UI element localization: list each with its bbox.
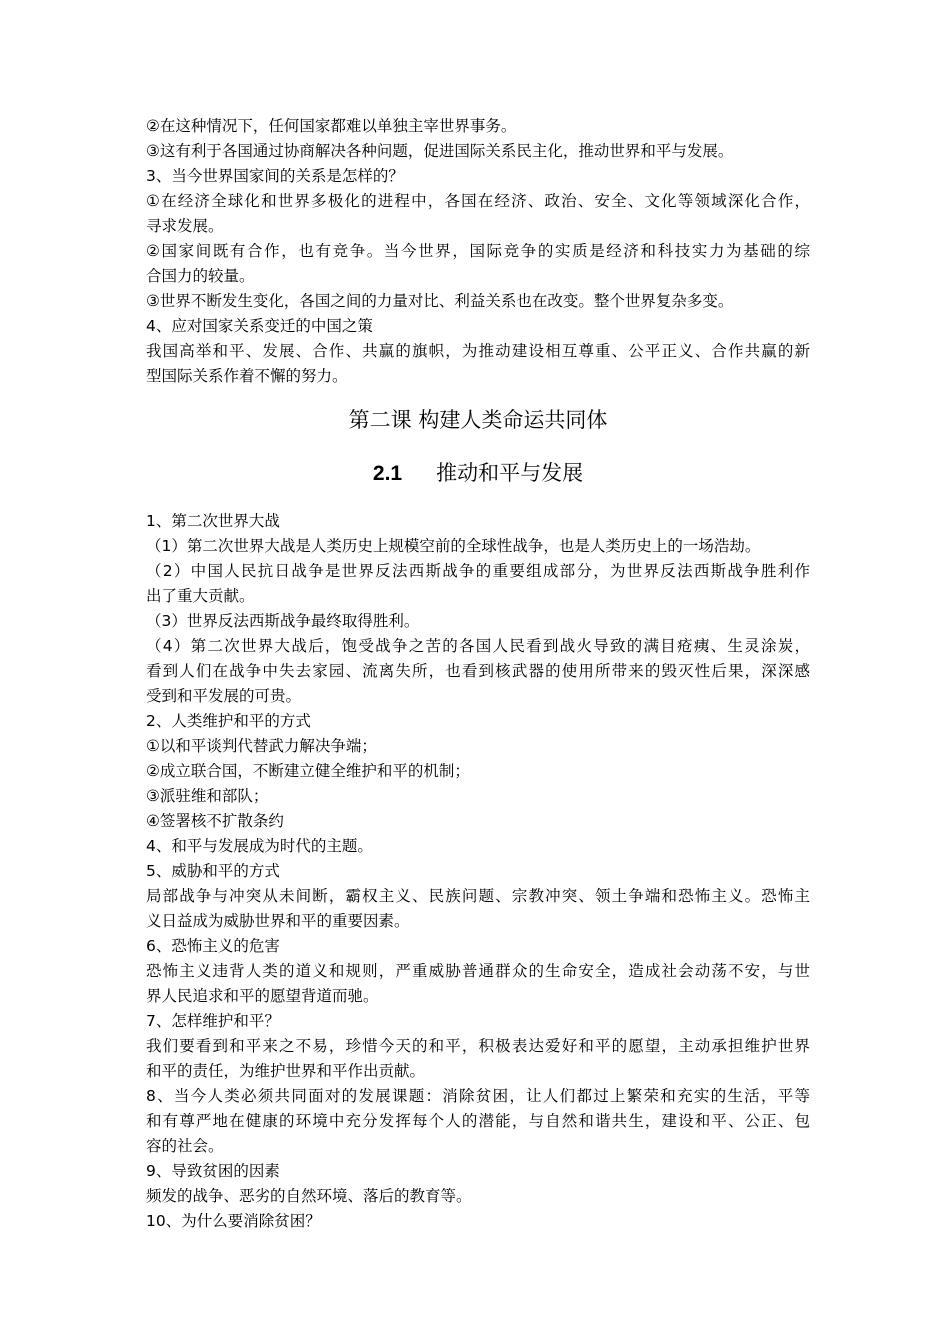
text-line: （2）中国人民抗日战争是世界反法西斯战争的重要组成部分，为世界反法西斯战争胜利作	[146, 562, 810, 580]
text-line: 受到和平发展的可贵。	[146, 687, 302, 705]
text-line: ③派驻维和部队；	[146, 787, 269, 805]
text-line: （3）世界反法西斯战争最终取得胜利。	[146, 612, 420, 630]
section-heading	[146, 445, 810, 501]
text-line: 1、第二次世界大战	[146, 512, 280, 530]
text-line: ④签署核不扩散条约	[146, 812, 284, 830]
text-line: 容的社会。	[146, 1137, 224, 1155]
text-line: 恐怖主义违背人类的道义和规则，严重威胁普通群众的生命安全，造成社会动荡不安，与世	[146, 962, 810, 980]
text-block-state-relations	[146, 114, 810, 389]
document-page	[146, 114, 810, 1234]
text-line: 看到人们在战争中失去家园、流离失所，也看到核武器的使用所带来的毁灭性后果，深深感	[146, 662, 810, 680]
text-line: ①在经济全球化和世界多极化的进程中，各国在经济、政治、安全、文化等领域深化合作，	[146, 192, 810, 210]
text-line: ②成立联合国，不断建立健全维护和平的机制；	[146, 762, 470, 780]
text-line: ①以和平谈判代替武力解决争端；	[146, 737, 377, 755]
text-line: 6、恐怖主义的危害	[146, 937, 280, 955]
text-line: 我们要看到和平来之不易，珍惜今天的和平，积极表达爱好和平的愿望，主动承担维护世界	[146, 1037, 810, 1055]
text-line: 局部战争与冲突从未间断，霸权主义、民族问题、宗教冲突、领土争端和恐怖主义。恐怖主	[146, 887, 810, 905]
text-line: 和有尊严地在健康的环境中充分发挥每个人的潜能，与自然和谐共生，建设和平、公正、包	[146, 1112, 810, 1130]
text-line: 9、导致贫困的因素	[146, 1162, 280, 1180]
text-line: 10、为什么要消除贫困？	[146, 1212, 321, 1230]
text-line: 型国际关系作着不懈的努力。	[146, 367, 348, 385]
text-line: （4）第二次世界大战后，饱受战争之苦的各国人民看到战火导致的满目疮痍、生灵涂炭，	[146, 637, 810, 655]
section-number: 2.1	[372, 462, 403, 485]
lesson-title: 第二课 构建人类命运共同体	[348, 408, 608, 432]
text-line: 8、当今人类必须共同面对的发展课题：消除贫困，让人们都过上繁荣和充实的生活，平等	[146, 1087, 810, 1105]
text-line: 出了重大贡献。	[146, 587, 255, 605]
text-line: 4、应对国家关系变迁的中国之策	[146, 317, 373, 335]
text-line: 义日益成为威胁世界和平的重要因素。	[146, 912, 410, 930]
text-line: ②国家间既有合作，也有竞争。当今世界，国际竞争的实质是经济和科技实力为基础的综	[146, 242, 810, 260]
text-line: （1）第二次世界大战是人类历史上规模空前的全球性战争，也是人类历史上的一场浩劫。	[146, 537, 761, 555]
text-line: 5、威胁和平的方式	[146, 862, 280, 880]
text-line: 和平的责任，为维护世界和平作出贡献。	[146, 1062, 426, 1080]
text-line: ③世界不断发生变化，各国之间的力量对比、利益关系也在改变。整个世界复杂多变。	[146, 292, 734, 310]
text-line: ②在这种情况下，任何国家都难以单独主宰世界事务。	[146, 117, 517, 135]
text-line: 我国高举和平、发展、合作、共赢的旗帜，为推动建设相互尊重、公平正义、合作共赢的新	[146, 342, 810, 360]
text-line: 3、当今世界国家间的关系是怎样的？	[146, 167, 404, 185]
text-line: 2、人类维护和平的方式	[146, 712, 311, 730]
text-line: 合国力的较量。	[146, 267, 255, 285]
text-line: 界人民追求和平的愿望背道而驰。	[146, 987, 379, 1005]
text-line: 4、和平与发展成为时代的主题。	[146, 837, 373, 855]
text-line: 寻求发展。	[146, 217, 224, 235]
text-line: 7、怎样维护和平？	[146, 1012, 280, 1030]
text-line: 频发的战争、恶劣的自然环境、落后的教育等。	[146, 1187, 472, 1205]
text-block-peace-development	[146, 509, 810, 1234]
section-title-text: 推动和平与发展	[436, 461, 584, 485]
text-line: ③这有利于各国通过协商解决各种问题，促进国际关系民主化，推动世界和平与发展。	[146, 142, 734, 160]
